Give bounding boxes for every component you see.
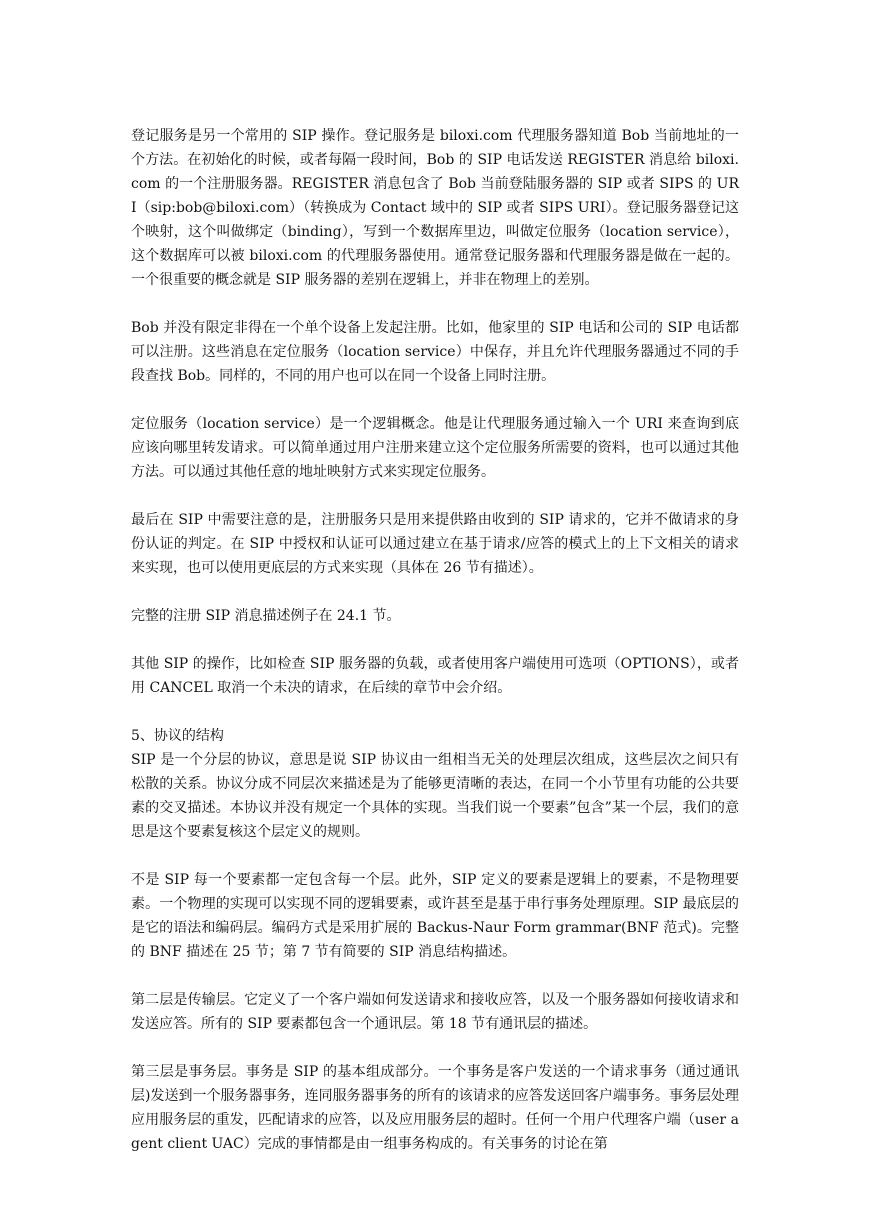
paragraph-syntax-layer: 不是 SIP 每一个要素都一定包含每一个层。此外，SIP 定义的要素是逻辑上的要素，不是物理要素。一个物理的实现可以实现不同的逻辑要素，或许甚至是基于串行事务处理原理。SIP 最底层的是它的语法和编码层。编码方式是采用扩展的 Backus-Naur Form grammar(BNF 范式)。完整的 BNF 描述在 25 节；第 7 节有简要的 SIP 消息结构描述。	[131, 872, 739, 960]
paragraph-transaction-layer: 第三层是事务层。事务是 SIP 的基本组成部分。一个事务是客户发送的一个请求事务（通过通讯层)发送到一个服务器事务，连同服务器事务的所有的该请求的应答发送回客户端事务。事务层处理应用服务层的重发，匹配请求的应答，以及应用服务层的超时。任何一个用户代理客户端（user agent client UAC）完成的事情都是由一组事务构成的。有关事务的讨论在第	[131, 1064, 739, 1152]
paragraph-auth-note: 最后在 SIP 中需要注意的是，注册服务只是用来提供路由收到的 SIP 请求的，它并不做请求的身份认证的判定。在 SIP 中授权和认证可以通过建立在基于请求/应答的模式上的上下文相关的请求来实现，也可以使用更底层的方式来实现（具体在 26 节有描述）。	[131, 512, 739, 576]
section-heading: 5、协议的结构	[131, 728, 224, 744]
paragraph-multiple-devices: Bob 并没有限定非得在一个单个设备上发起注册。比如，他家里的 SIP 电话和公司的 SIP 电话都可以注册。这些消息在定位服务（location service）中保存，并且允许代理服务器通过不同的手段查找 Bob。同样的，不同的用户也可以在同一个设备上同时注册。	[131, 320, 739, 384]
paragraph-transport-layer: 第二层是传输层。它定义了一个客户端如何发送请求和接收应答，以及一个服务器如何接收请求和发送应答。所有的 SIP 要素都包含一个通讯层。第 18 节有通讯层的描述。	[131, 992, 739, 1032]
paragraph-registration: 登记服务是另一个常用的 SIP 操作。登记服务是 biloxi.com 代理服务器知道 Bob 当前地址的一个方法。在初始化的时候，或者每隔一段时间，Bob 的 SIP 电话发送 REGISTER 消息给 biloxi.com 的一个注册服务器。REGISTER 消息包含了 Bob 当前登陆服务器的 SIP 或者 SIPS 的 URI（sip:bob@biloxi.com）（转换成为 Contact 域中的 SIP 或者 SIPS URI）。登记服务器登记这个映射，这个叫做绑定（binding），写到一个数据库里边，叫做定位服务（location service），这个数据库可以被 biloxi.com 的代理服务器使用。通常登记服务器和代理服务器是做在一起的。一个很重要的概念就是 SIP 服务器的差别在逻辑上，并非在物理上的差别。	[131, 128, 739, 288]
paragraph-location-service: 定位服务（location service）是一个逻辑概念。他是让代理服务通过输入一个 URI 来查询到底应该向哪里转发请求。可以简单通过用户注册来建立这个定位服务所需要的资料，也可以通过其他方法。可以通过其他任意的地址映射方式来实现定位服务。	[131, 416, 739, 480]
paragraph-layered-protocol: SIP 是一个分层的协议，意思是说 SIP 协议由一组相当无关的处理层次组成，这些层次之间只有松散的关系。协议分成不同层次来描述是为了能够更清晰的表达，在同一个小节里有功能的公共要素的交叉描述。本协议并没有规定一个具体的实现。当我们说一个要素”包含”某一个层，我们的意思是这个要素复核这个层定义的规则。	[131, 752, 739, 840]
paragraph-example-ref: 完整的注册 SIP 消息描述例子在 24.1 节。	[131, 608, 401, 624]
paragraph-other-operations: 其他 SIP 的操作，比如检查 SIP 服务器的负载，或者使用客户端使用可选项（OPTIONS），或者用 CANCEL 取消一个未决的请求，在后续的章节中会介绍。	[131, 656, 739, 696]
document-body	[131, 124, 739, 1156]
